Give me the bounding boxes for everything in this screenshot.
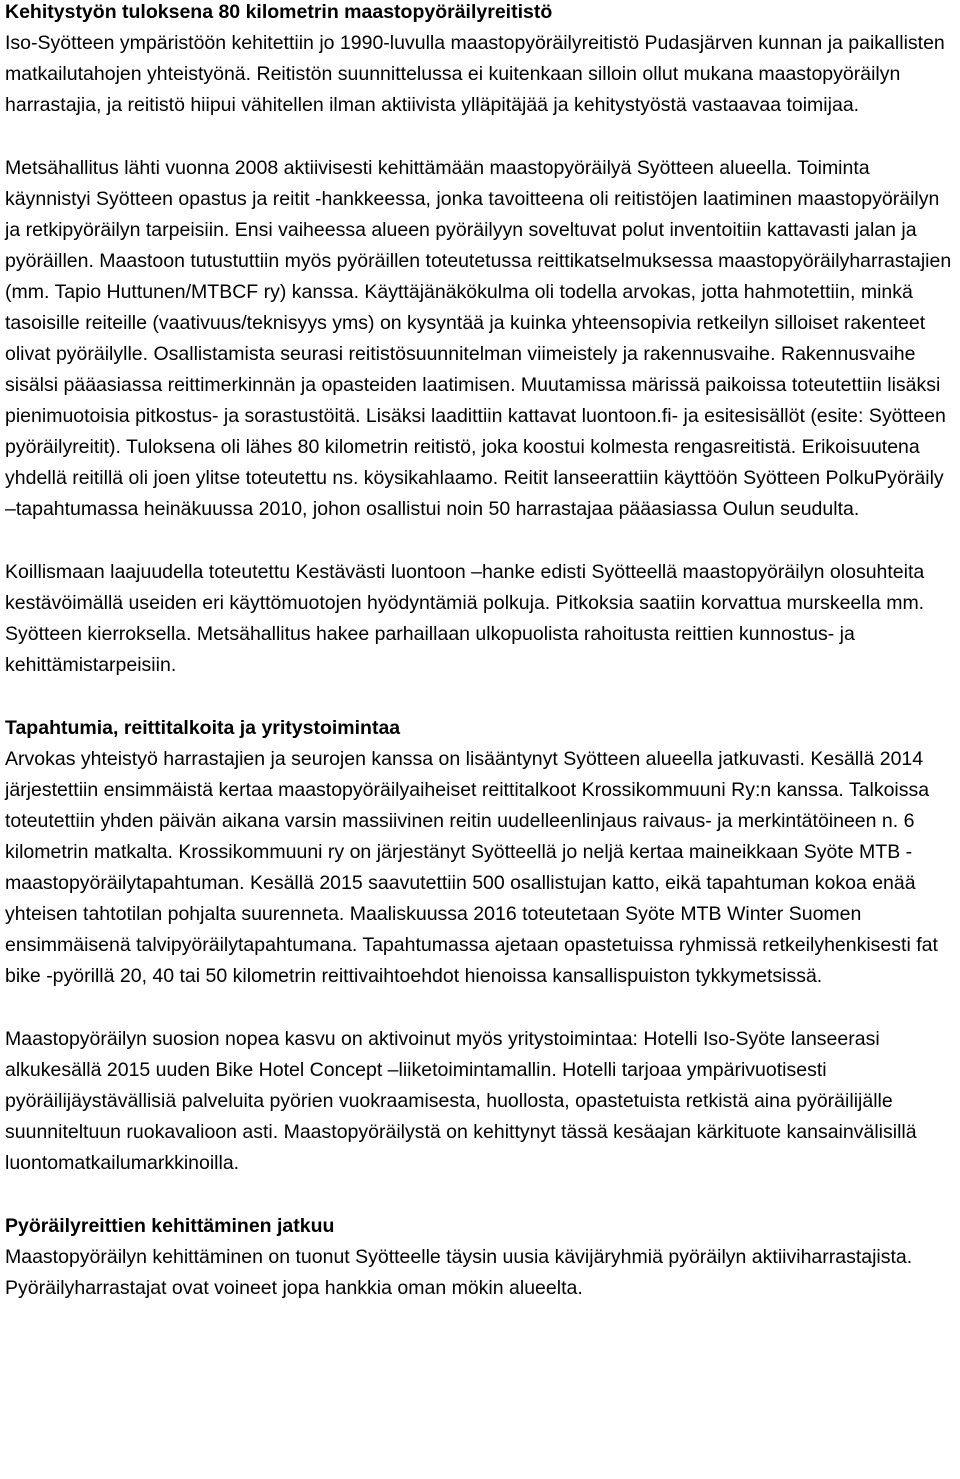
section-events-and-business bbox=[5, 713, 958, 1211]
paragraph-gap bbox=[5, 681, 958, 713]
paragraph: Maastopyöräilyn kehittäminen on tuonut Syötteelle täysin uusia kävijäryhmiä pyöräilyn aktiiviharrastajista. Pyöräilyharrastajat ovat voineet jopa hankkia oman mökin alueelta. bbox=[5, 1246, 913, 1299]
paragraph: Metsähallitus lähti vuonna 2008 aktiivisesti kehittämään maastopyöräilyä Syötteen alueella. Toiminta käynnistyi Syötteen opastus ja reitit -hankkeessa, jonka tavoitteena oli reitistöjen laatiminen maastopyöräilyn ja retkipyöräilyn tarpeisiin. Ensi vaiheessa alueen pyöräilyyn soveltuvat polut inventoitiin kattavasti jalan ja pyöräillen. Maastoon tutustuttiin myös pyöräillen toteutetussa reittikatselmuksessa maastopyöräilyharrastajien (mm. Tapio Huttunen/MTBCF ry) kanssa. Käyttäjänäkökulma oli todella arvokas, jotta hahmotettiin, minkä tasoisille reiteille (vaativuus/teknisyys yms) on kysyntää ja kuinka yhteensopivia retkeilyn silloiset rakenteet olivat pyöräilylle. Osallistamista seurasi reitistösuunnitelman viimeistely ja rakennusvaihe. Rakennusvaihe sisälsi pääasiassa reittimerkinnän ja opasteiden laatimisen. Muutamissa märissä paikoissa toteutettiin lisäksi pienimuotoisia pitkostus- ja sorastustöitä. Lisäksi laadittiin kattavat luontoon.fi- ja esitesisällöt (esite: Syötteen pyöräilyreitit). Tuloksena oli lähes 80 kilometrin reitistö, joka koostui kolmesta rengasreitistä. Erikoisuutena yhdellä reitillä oli joen ylitse toteutettu ns. köysikahlaamo. Reitit lanseerattiin käyttöön Syötteen PolkuPyöräily –tapahtumassa heinäkuussa 2010, johon osallistui noin 50 harrastajaa pääasiassa Oulun seudulta. bbox=[5, 157, 952, 520]
section-heading: Pyöräilyreittien kehittäminen jatkuu bbox=[5, 1215, 335, 1237]
paragraph: Iso-Syötteen ympäristöön kehitettiin jo 1990-luvulla maastopyöräilyreitistö Pudasjärven kunnan ja paikallisten matkailutahojen yhteistyönä. Reitistön suunnittelussa ei kuitenkaan silloin ollut mukana maastopyöräilyn harrastajia, ja reitistö hiipui vähitellen ilman aktiivista ylläpitäjää ja kehitystyöstä vastaavaa toimijaa. bbox=[5, 32, 945, 116]
paragraph-gap bbox=[5, 525, 958, 557]
paragraph-gap bbox=[5, 121, 958, 153]
paragraph: Arvokas yhteistyö harrastajien ja seurojen kanssa on lisääntynyt Syötteen alueella jatkuvasti. Kesällä 2014 järjestettiin ensimmäistä kertaa maastopyöräilyaiheiset reittitalkoot Krossikommuuni Ry:n kanssa. Talkoissa toteutettiin yhden päivän aikana varsin massiivinen reitin uudelleenlinjaus raivaus- ja merkintätöineen n. 6 kilometrin matkalta. Krossikommuuni ry on järjestänyt Syötteellä jo neljä kertaa maineikkaan Syöte MTB - maastopyöräilytapahtuman. Kesällä 2015 saavutettiin 500 osallistujan katto, eikä tapahtuman kokoa enää yhteisen tahtotilan pohjalta suurenneta. Maaliskuussa 2016 toteutetaan Syöte MTB Winter Suomen ensimmäisenä talvipyöräilytapahtumana. Tapahtumassa ajetaan opastetuissa ryhmissä retkeilyhenkisesti fat bike -pyörillä 20, 40 tai 50 kilometrin reittivaihtoehdot hienoissa kansallispuiston tykkymetsissä. bbox=[5, 748, 938, 987]
section-heading: Tapahtumia, reittitalkoita ja yritystoimintaa bbox=[5, 717, 401, 739]
section-heading: Kehitystyön tuloksena 80 kilometrin maastopyöräilyreitistö bbox=[5, 1, 553, 23]
section-route-development bbox=[5, 0, 958, 713]
paragraph: Koillismaan laajuudella toteutettu Kestävästi luontoon –hanke edisti Syötteellä maastopyöräilyn olosuhteita kestävöimällä useiden eri käyttömuotojen hyödyntämiä polkuja. Pitkoksia saatiin korvattua murskeella mm. Syötteen kierroksella. Metsähallitus hakee parhaillaan ulkopuolista rahoitusta reittien kunnostus- ja kehittämistarpeisiin. bbox=[5, 561, 925, 676]
document-page bbox=[5, 0, 958, 1304]
paragraph: Maastopyöräilyn suosion nopea kasvu on aktivoinut myös yritystoimintaa: Hotelli Iso-Syöte lanseerasi alkukesällä 2015 uuden Bike Hotel Concept –liiketoimintamallin. Hotelli tarjoaa ympärivuotisesti pyöräilijäystävällisiä palveluita pyörien vuokraamisesta, huollosta, opastetuista retkistä aina pyöräilijälle suunniteltuun ruokavalioon asti. Maastopyöräilystä on kehittynyt tässä kesäajan kärkituote kansainvälisillä luontomatkailumarkkinoilla. bbox=[5, 1028, 917, 1174]
section-development-continues bbox=[5, 1211, 958, 1304]
paragraph-gap bbox=[5, 992, 958, 1024]
paragraph-gap bbox=[5, 1179, 958, 1211]
